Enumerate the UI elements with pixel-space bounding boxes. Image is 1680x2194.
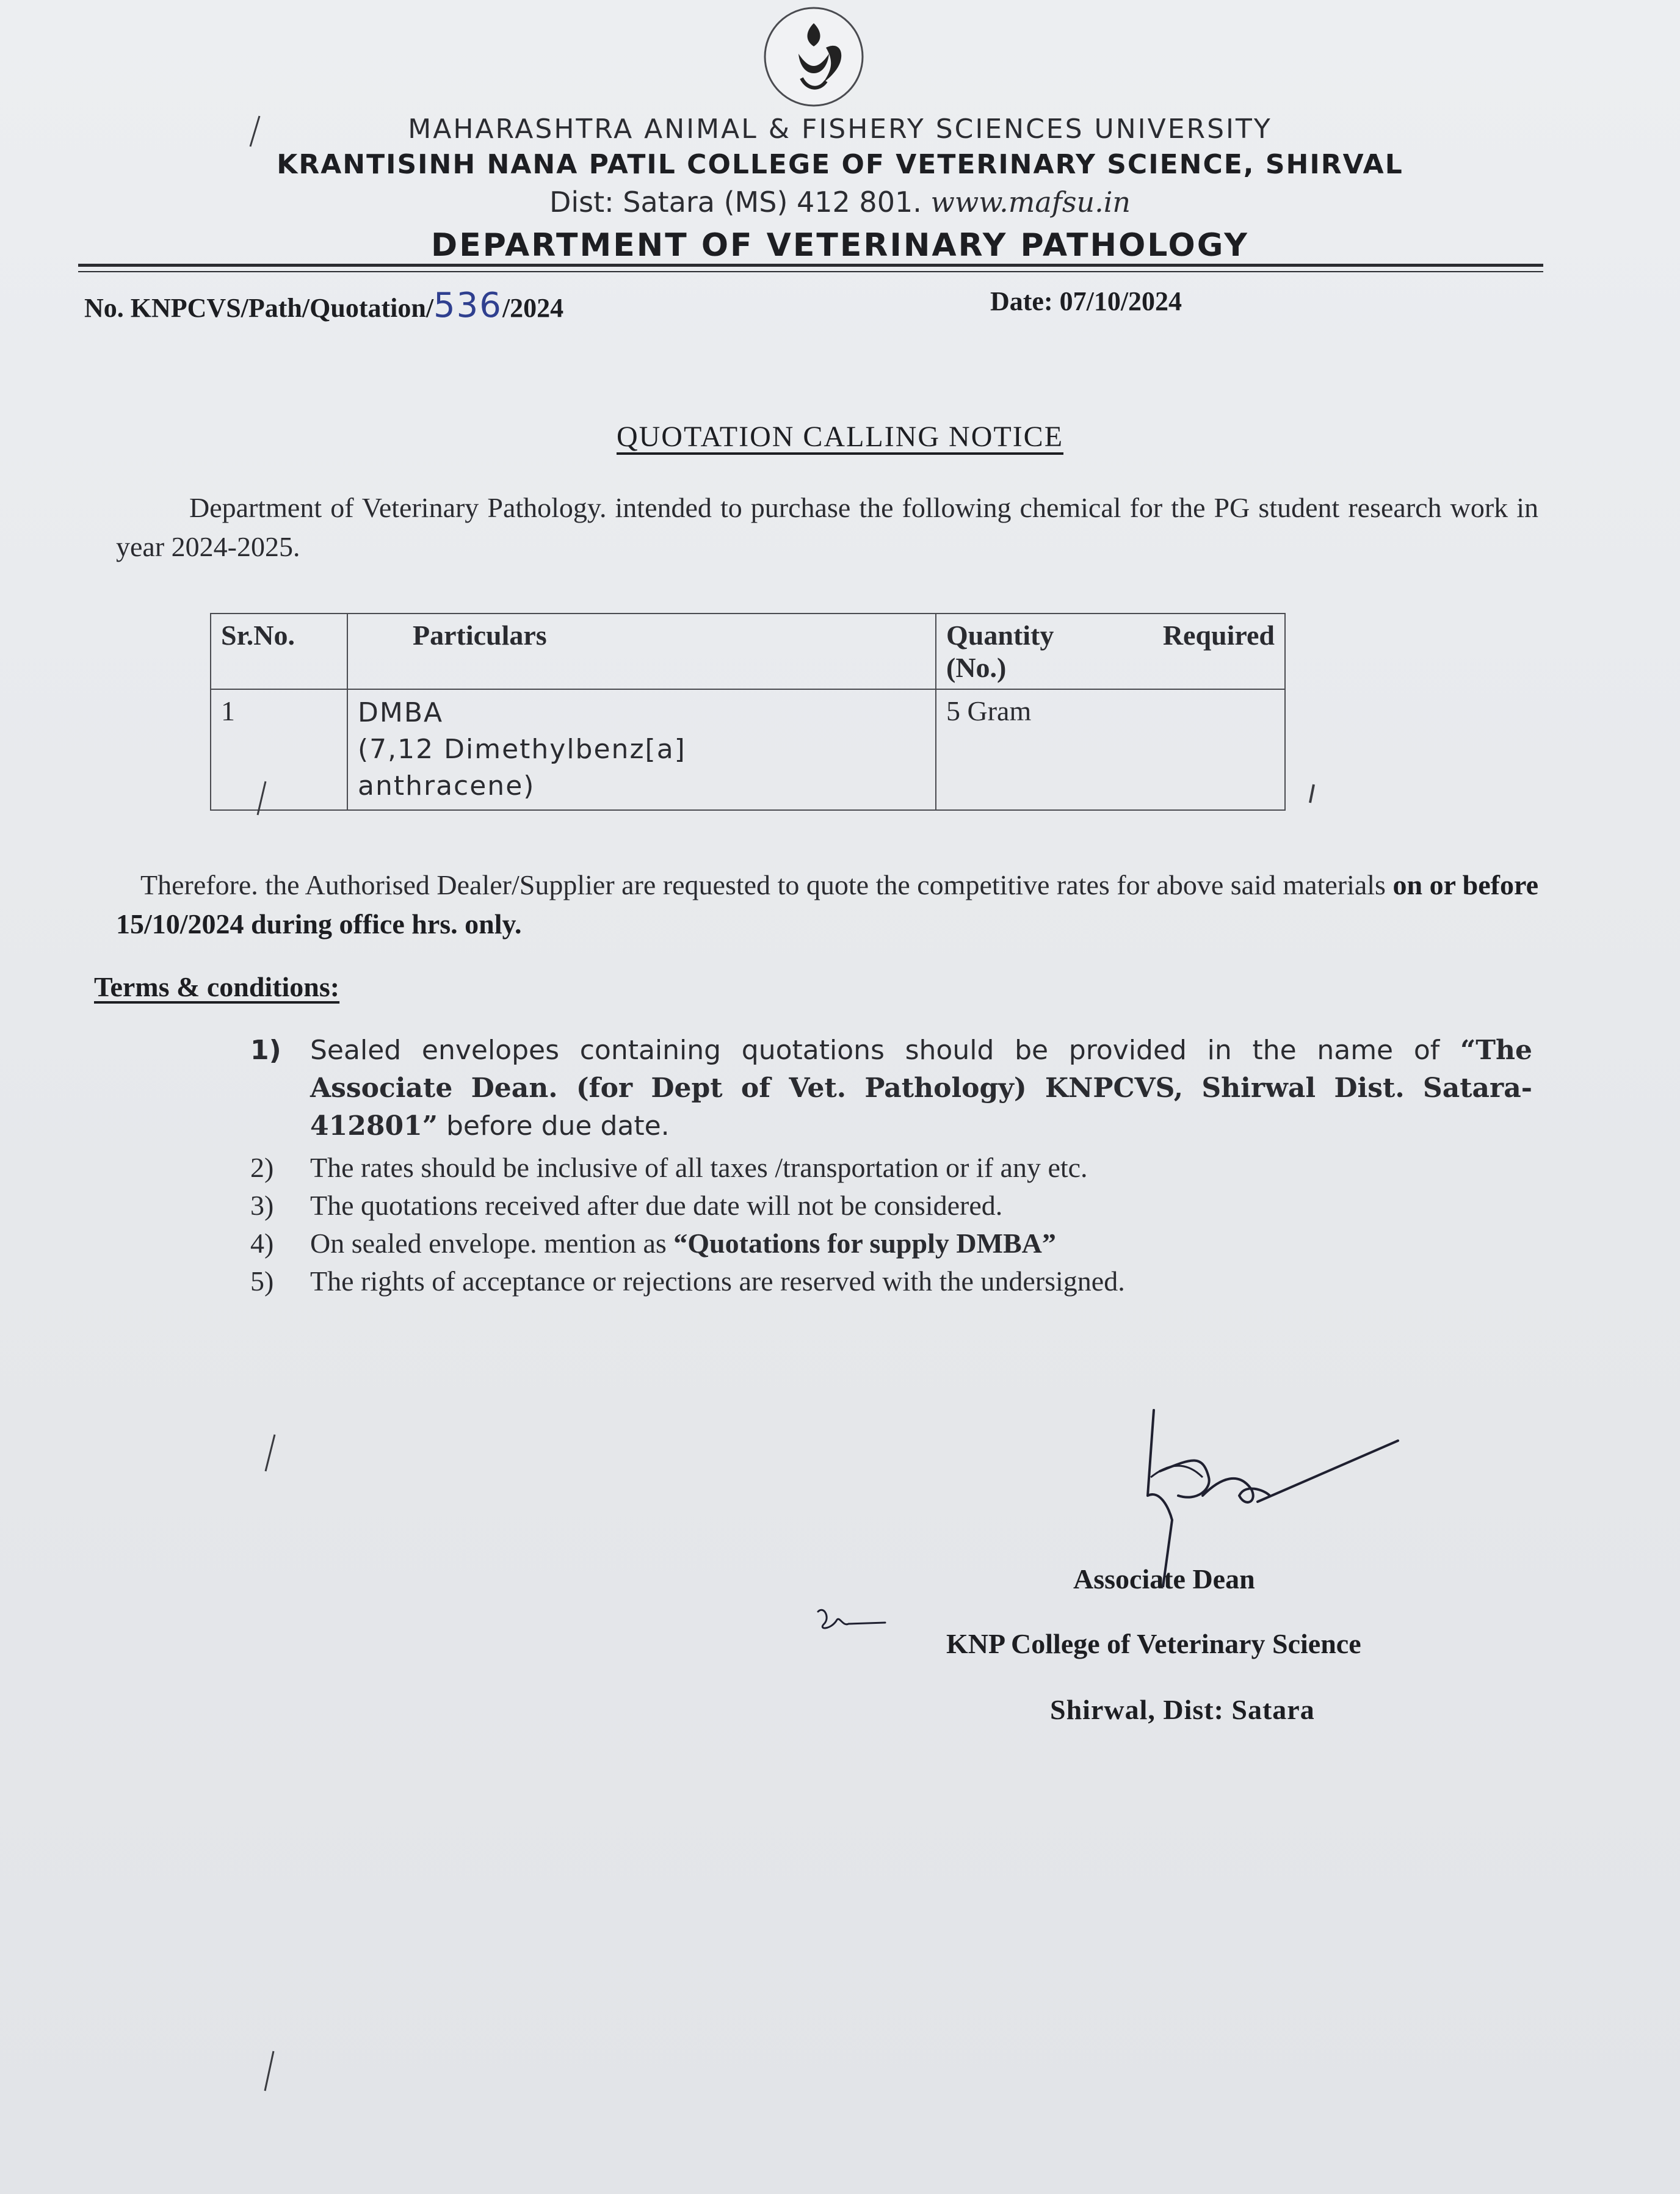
header-required-label: Required xyxy=(1162,620,1275,651)
reference-number xyxy=(84,286,563,325)
term-item xyxy=(250,1262,1532,1300)
header-particulars-label: Particulars xyxy=(413,620,547,651)
term-text-after: before due date. xyxy=(446,1110,670,1142)
notice-date: Date: 07/10/2024 xyxy=(990,286,1182,316)
header-quantity-wrap xyxy=(946,619,1275,651)
term-text: The rights of acceptance or rejections are reserved with the undersigned. xyxy=(310,1265,1125,1297)
signatory-place: Shirwal, Dist: Satara xyxy=(1050,1694,1315,1725)
website-text: www.mafsu.in xyxy=(930,186,1131,219)
header-rule-thin xyxy=(78,271,1543,272)
term-number: 5) xyxy=(250,1265,274,1297)
pencil-tick-mark xyxy=(238,110,275,159)
header-sr-no: Sr.No. xyxy=(211,614,347,689)
university-emblem xyxy=(762,5,866,109)
request-deadline: on or before 15/10/2024 during office hrs. only. xyxy=(116,869,1538,940)
term-text-before: On sealed envelope. mention as xyxy=(310,1228,667,1259)
intro-paragraph: Department of Veterinary Pathology. intended to purchase the following chemical for the PG student research work in year 2024-2025. xyxy=(116,492,1538,562)
term-number: 3) xyxy=(250,1190,274,1221)
cell-particulars xyxy=(347,689,936,810)
term-item xyxy=(250,1225,1532,1262)
notice-title: QUOTATION CALLING NOTICE xyxy=(616,421,1064,453)
department-name: DEPARTMENT OF VETERINARY PATHOLOGY xyxy=(431,227,1249,264)
signatory-title: Associate Dean xyxy=(1073,1563,1255,1595)
header-particulars xyxy=(347,614,936,689)
table-row xyxy=(211,689,1285,810)
header-quantity-label: Quantity xyxy=(946,620,1054,651)
reference-suffix: /2024 xyxy=(502,293,564,323)
term-text xyxy=(310,1225,1532,1262)
university-name: MAHARASHTRA ANIMAL & FISHERY SCIENCES UNIVERSITY xyxy=(408,114,1272,145)
cell-quantity: 5 Gram xyxy=(936,689,1285,810)
particular-line-1: DMBA xyxy=(358,697,444,728)
term-number: 1) xyxy=(250,1035,281,1066)
handwritten-signature xyxy=(1135,1404,1404,1587)
handwritten-reference: 536 xyxy=(433,286,502,325)
particular-line-2: (7,12 Dimethylbenz[a] xyxy=(358,734,686,765)
table-header-row xyxy=(211,614,1285,689)
pencil-tick-mark xyxy=(250,2045,287,2094)
college-name: KRANTISINH NANA PATIL COLLEGE OF VETERINARY SCIENCE, SHIRVAL xyxy=(277,149,1403,180)
handwritten-initial xyxy=(812,1599,891,1648)
terms-list xyxy=(250,1032,1532,1300)
term-number: 2) xyxy=(250,1152,274,1183)
term-text-bold: “Quotations for supply DMBA” xyxy=(673,1228,1056,1259)
terms-heading: Terms & conditions: xyxy=(94,971,340,1002)
request-text: Therefore. the Authorised Dealer/Supplier are requested to quote the competitive rates for above said materials xyxy=(140,869,1386,900)
particular-line-3: anthracene) xyxy=(358,770,535,802)
term-text-bold: “The Associate Dean. (for Dept of Vet. Pathology) KNPCVS, Shirwal Dist. Satara-412801” xyxy=(310,1035,1532,1142)
signatory-college: KNP College of Veterinary Science xyxy=(946,1628,1361,1659)
term-item xyxy=(250,1032,1532,1145)
pencil-tick-mark xyxy=(244,775,281,824)
term-text: The quotations received after due date will not be considered. xyxy=(310,1190,1003,1221)
district-text: Dist: Satara (MS) 412 801. xyxy=(549,186,922,219)
reference-prefix: No. KNPCVS/Path/Quotation/ xyxy=(84,293,434,323)
header-quantity-unit: (No.) xyxy=(946,652,1007,683)
term-text xyxy=(310,1032,1532,1145)
pencil-tick-mark xyxy=(250,1428,287,1477)
term-text: The rates should be inclusive of all taxes /transportation or if any etc. xyxy=(310,1152,1088,1183)
cell-sr-no: 1 xyxy=(211,689,347,810)
request-paragraph xyxy=(116,866,1538,944)
pencil-tick-mark xyxy=(1294,775,1331,824)
header-rule xyxy=(78,264,1543,267)
term-item xyxy=(250,1149,1532,1187)
items-table xyxy=(210,613,1286,811)
college-address xyxy=(0,186,1680,219)
header-quantity xyxy=(936,614,1285,689)
term-number: 4) xyxy=(250,1228,274,1259)
term-text-before: Sealed envelopes containing quotations should be provided in the name of xyxy=(310,1035,1440,1066)
term-item xyxy=(250,1187,1532,1225)
